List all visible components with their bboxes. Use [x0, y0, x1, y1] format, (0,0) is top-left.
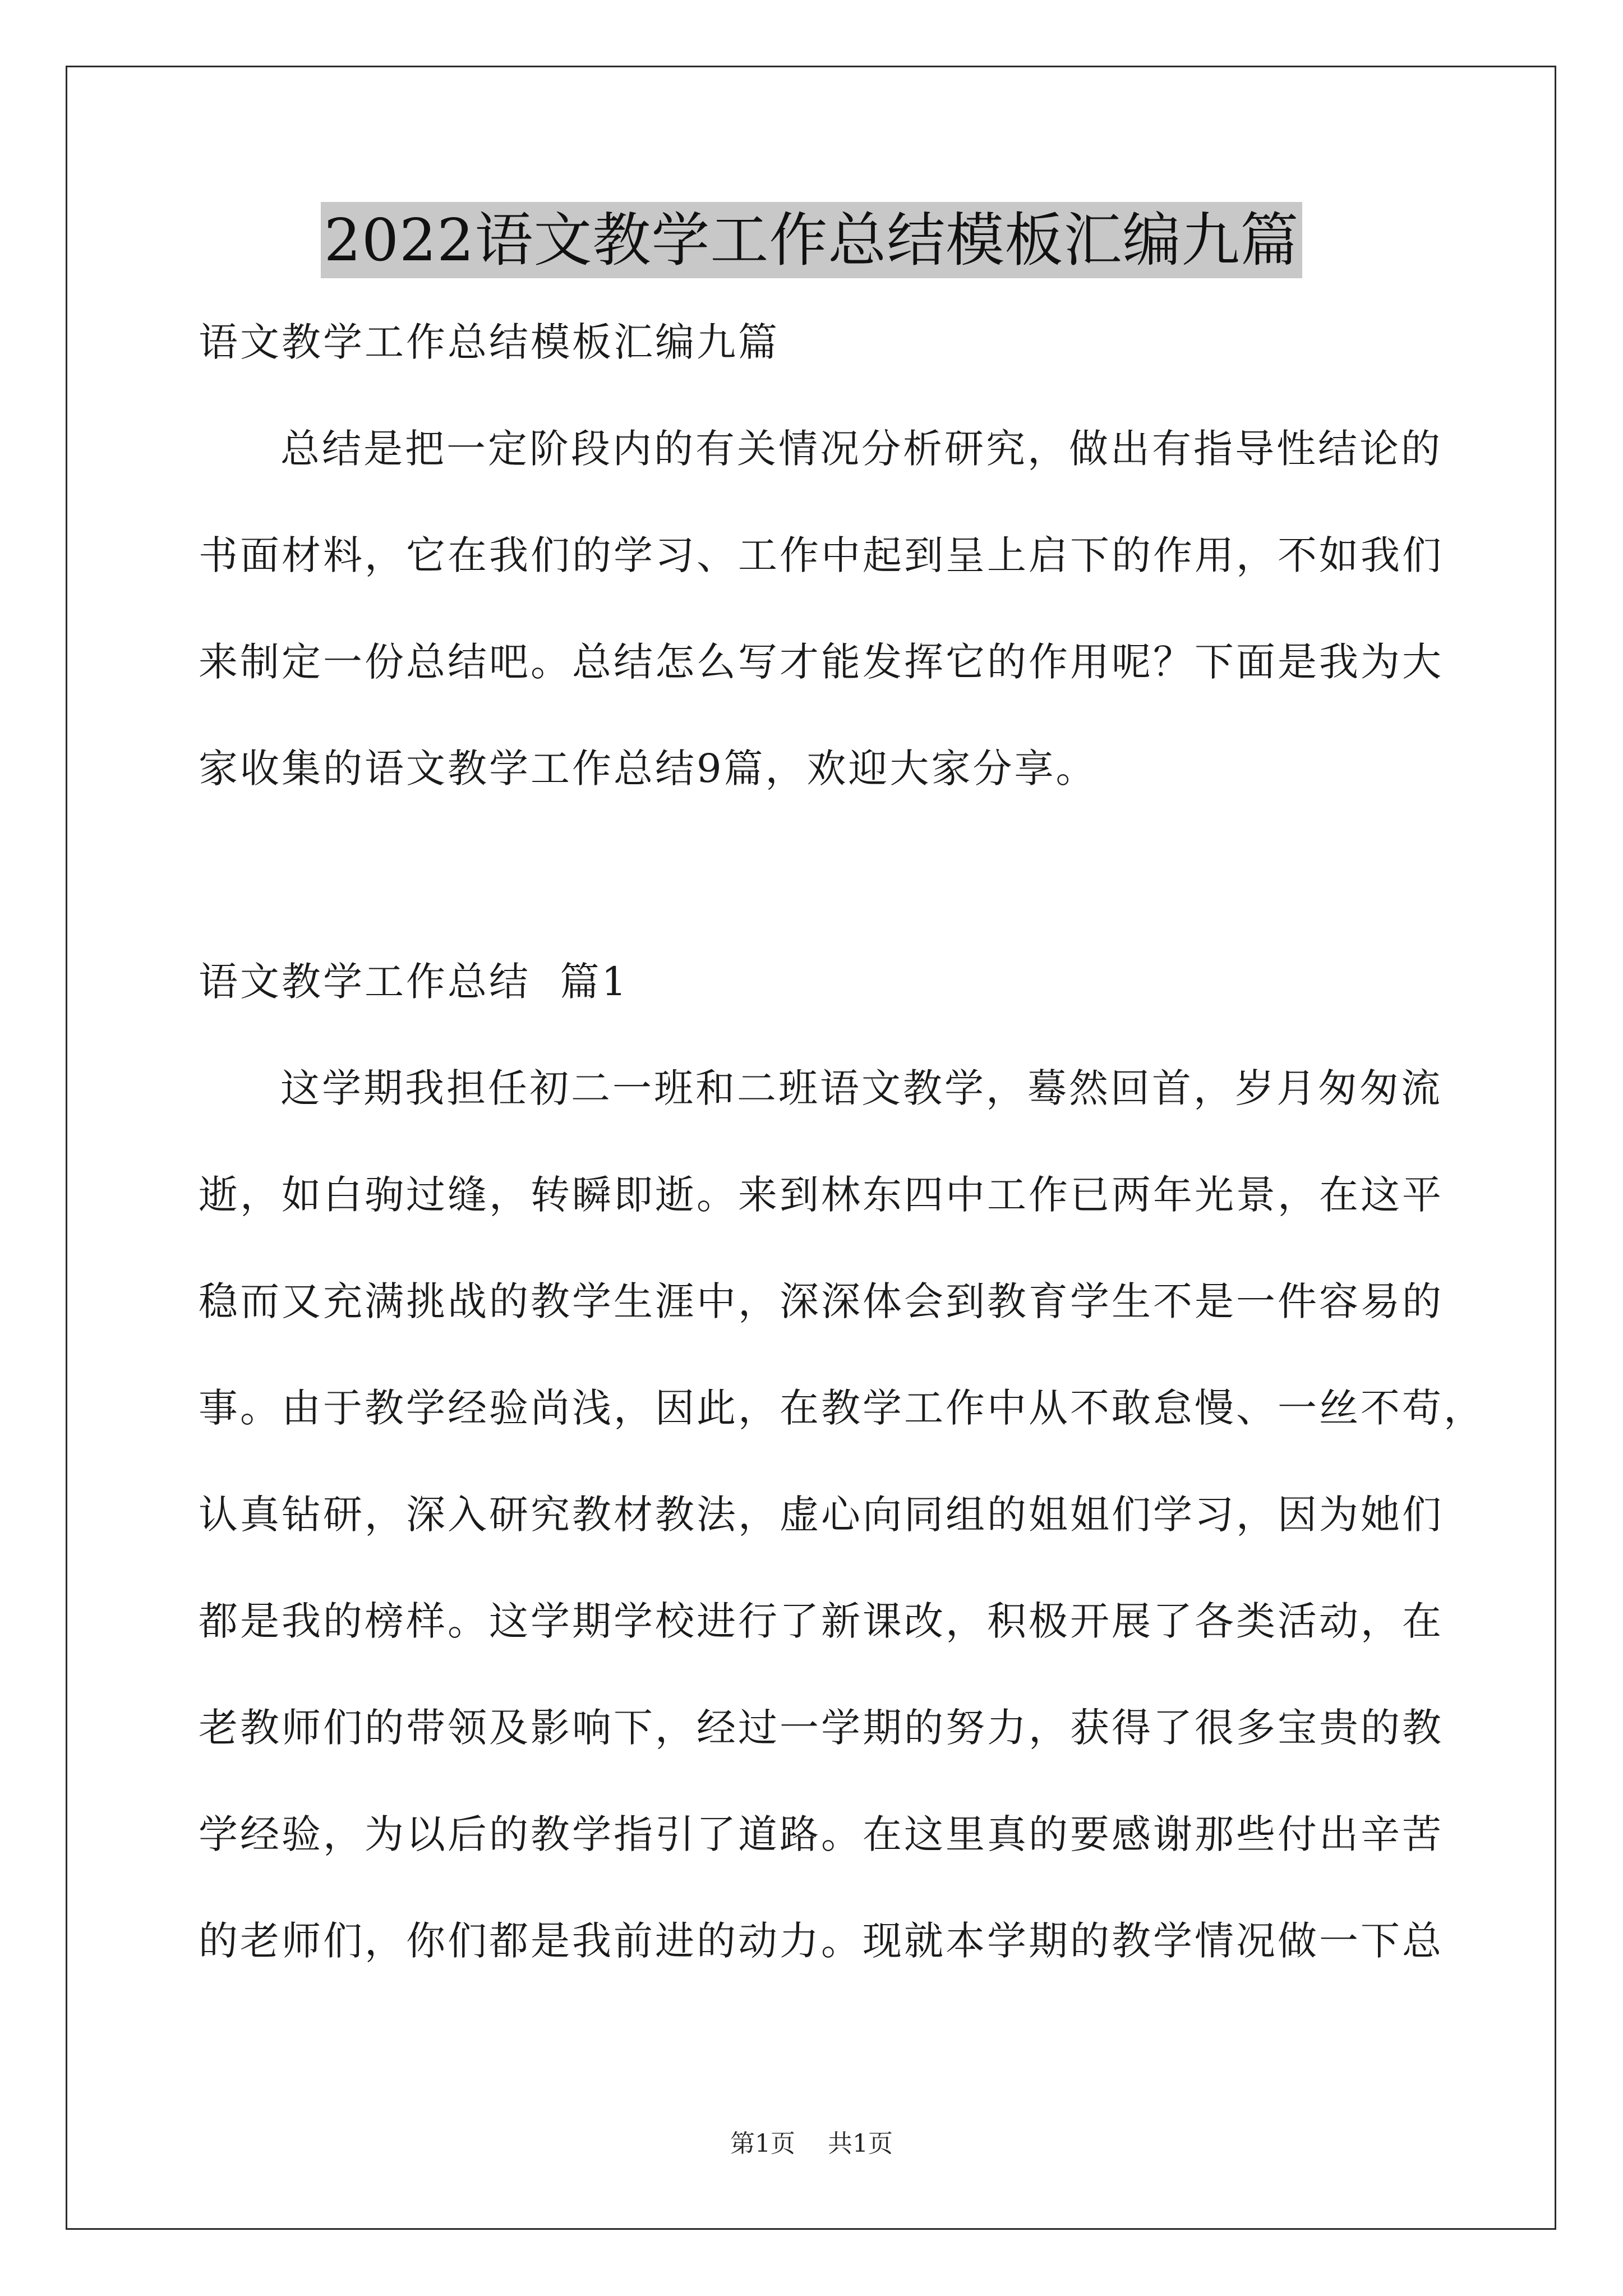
section-line: 稳而又充满挑战的教学生涯中，深深体会到教育学生不是一件容易的 [199, 1278, 1444, 1324]
section-line: 这学期我担任初二一班和二班语文教学，蓦然回首，岁月匆匆流 [280, 1065, 1442, 1111]
section-line: 学经验，为以后的教学指引了道路。在这里真的要感谢那些付出辛苦 [199, 1811, 1444, 1857]
page-number: 第1页 [730, 2129, 795, 2158]
section-line: 都是我的榜样。这学期学校进行了新课改，积极开展了各类活动，在 [199, 1598, 1444, 1644]
title-container [0, 202, 1623, 278]
paragraph-gap [199, 847, 1427, 954]
page-footer [0, 2123, 1623, 2159]
document-body [199, 314, 1485, 2019]
document-title: 2022语文教学工作总结模板汇编九篇 [321, 202, 1303, 278]
section-line: 老教师们的带领及影响下，经过一学期的努力，获得了很多宝贵的教 [199, 1705, 1444, 1751]
document-subtitle: 语文教学工作总结模板汇编九篇 [199, 319, 780, 365]
page-total: 共1页 [828, 2129, 893, 2158]
section-line: 认真钻研，深入研究教材教法，虚心向同组的姐姐们学习，因为她们 [199, 1492, 1444, 1538]
intro-line: 来制定一份总结吧。总结怎么写才能发挥它的作用呢？下面是我为大 [199, 639, 1444, 685]
intro-line: 家收集的语文教学工作总结9篇，欢迎大家分享。 [199, 746, 1098, 792]
section-line: 的老师们，你们都是我前进的动力。现就本学期的教学情况做一下总 [199, 1918, 1444, 1964]
intro-line: 总结是把一定阶段内的有关情况分析研究，做出有指导性结论的 [280, 426, 1442, 472]
section-heading: 语文教学工作总结 篇1 [199, 959, 629, 1005]
section-line: 事。由于教学经验尚浅，因此，在教学工作中从不敢怠慢、一丝不苟， [199, 1385, 1485, 1431]
intro-line: 书面材料，它在我们的学习、工作中起到呈上启下的作用，不如我们 [199, 532, 1444, 578]
section-line: 逝，如白驹过缝，转瞬即逝。来到林东四中工作已两年光景，在这平 [199, 1172, 1444, 1218]
